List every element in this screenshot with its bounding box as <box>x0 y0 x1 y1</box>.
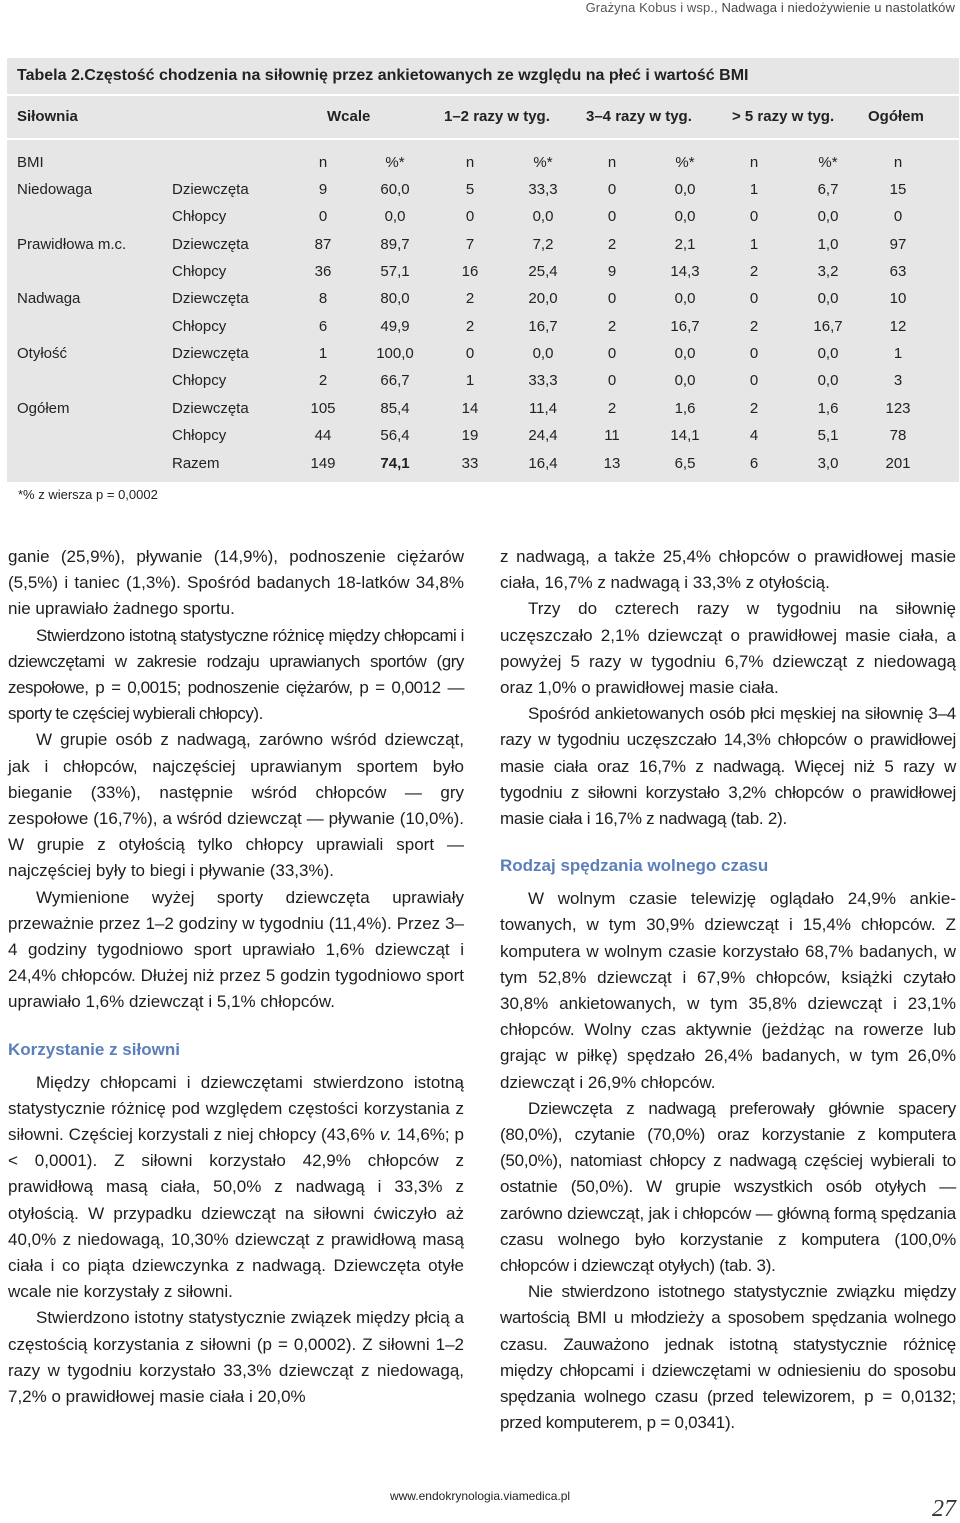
cell-value: 0,0 <box>817 208 839 226</box>
cell-value: 0 <box>465 345 475 363</box>
cell-value: 0,0 <box>674 290 696 308</box>
cell-value: 80,0 <box>380 290 410 308</box>
table-row <box>7 313 959 340</box>
cell-value: 0,0 <box>674 345 696 363</box>
table-row <box>7 176 959 203</box>
section-heading-silownia: Korzystanie z siłowni <box>8 1039 180 1059</box>
cell-value: 100,0 <box>376 345 414 363</box>
table-group-header <box>7 103 959 130</box>
cell-value: 33,3 <box>528 181 558 198</box>
cell-value: 2 <box>749 263 759 281</box>
cell-value: 56,4 <box>380 427 410 445</box>
table-note: *% z wiersza p = 0,0002 <box>18 487 158 502</box>
cell-value: 6,7 <box>817 181 839 198</box>
cell-value: 16 <box>461 263 479 281</box>
cell-value: 0 <box>607 181 617 198</box>
running-head-title: Nadwaga i niedożywienie u nastolatków <box>721 0 955 15</box>
paragraph-text: 14,6%; p < 0,0001). Z siłowni korzystało 42,9% chłopców z prawidłową masą ciała, 50,0% z nadwagą i 33,3% z otyłością. W przypadku dziewcząt na siłowni ćwiczyło aż 40,0% z niedowagą, 10,30% dziewcząt z prawidłową masą ciała i co piąta dziewczynka z nadwagą. Dziewczęta otyłe wcale nie korzystały z siłowni. <box>8 1125 465 1302</box>
table-rule <box>7 138 959 140</box>
cell-value: 2 <box>465 290 475 308</box>
cell-value: 2 <box>318 372 328 390</box>
paragraph: W grupie osób z nadwagą, zarówno wśród dziewcząt, jak i chłopców, najczęściej uprawianym sportem było bieganie (33%), następnie wśród chłopców — gry zespołowe (16,7%), a wśród dziewcząt — pływanie (10,0%). W grupie z otyłością tylko chłopcy uprawiali sport — najczęściej były to biegi i pływanie (33,3%). <box>8 730 464 881</box>
table-sub-header <box>7 149 959 176</box>
cell-value: 0 <box>607 290 617 308</box>
cell-value: 201 <box>885 454 911 472</box>
cell-value: 1 <box>893 345 903 363</box>
cell-sex: Dziewczęta <box>172 290 249 308</box>
cell-value: 85,4 <box>380 399 410 417</box>
cell-sex: Dziewczęta <box>172 235 249 253</box>
cell-bmi: Niedowaga <box>17 181 93 198</box>
cell-value: 0 <box>465 208 475 226</box>
paragraph: Nie stwierdzono istotnego statystycznie związku między wartością BMI u młodzieży a sposobem spędzania wolnego czasu. Zauważono jednak istotną statystycznie różnicę między chłopcami i dziewczętami w odniesieniu do sposobu spędzania wolnego czasu (przed telewizorem, p = 0,0132; przed komputerem, p = 0,0341). <box>500 1282 956 1433</box>
cell-value: 0 <box>893 208 903 226</box>
cell-value: 44 <box>314 427 332 445</box>
table-rule <box>7 94 959 96</box>
cell-value: 10 <box>889 290 907 308</box>
sub-header-cell: n <box>893 154 903 171</box>
cell-value: 149 <box>310 454 336 472</box>
col-header-ogolem: Ogółem <box>868 108 924 125</box>
cell-value: 105 <box>310 399 336 417</box>
cell-value: 2,1 <box>674 235 696 253</box>
sub-header-cell: n <box>607 154 617 171</box>
cell-value: 49,9 <box>380 317 410 335</box>
cell-value: 4 <box>749 427 759 445</box>
cell-value: 78 <box>889 427 907 445</box>
paragraph: ganie (25,9%), pływanie (14,9%), podnoszenie ciężarów (5,5%) i taniec (1,3%). Spośród badanych 18-latków 34,8% nie uprawiało żadnego sportu. <box>8 547 464 619</box>
sub-header-cell: %* <box>385 154 405 171</box>
cell-value: 7 <box>465 235 475 253</box>
cell-sex: Chłopcy <box>172 427 227 445</box>
cell-bmi: Prawidłowa m.c. <box>17 235 127 253</box>
cell-value: 0 <box>607 372 617 390</box>
cell-value: 0,0 <box>674 372 696 390</box>
cell-value: 33 <box>461 454 479 472</box>
table-row <box>7 231 959 258</box>
cell-value: 60,0 <box>380 181 410 198</box>
footer-url: www.endokrynologia.viamedica.pl <box>389 1489 571 1503</box>
cell-sex: Dziewczęta <box>172 345 249 363</box>
left-column <box>8 544 464 1410</box>
cell-value: 63 <box>889 263 907 281</box>
cell-value: 0,0 <box>532 345 554 363</box>
right-column <box>500 544 956 1437</box>
cell-value: 0 <box>318 208 328 226</box>
cell-value: 15 <box>889 181 907 198</box>
cell-value: 0 <box>607 345 617 363</box>
cell-sex: Chłopcy <box>172 208 227 226</box>
cell-value: 16,7 <box>670 317 700 335</box>
cell-value: 1 <box>749 235 759 253</box>
cell-value: 14,1 <box>670 427 700 445</box>
cell-value: 13 <box>603 454 621 472</box>
paragraph: Wymienione wyżej sporty dziewczęta uprawiały przeważnie przez 1–2 godziny w tygodniu (11,4%). Przez 3–4 godziny tygodniowo sport uprawiało 1,6% dziewcząt i 24,4% chłopców. Dłużej niż przez 5 godzin tygodniowo sport uprawiało 1,6% dziewcząt i 5,1% chłopców. <box>8 887 464 1012</box>
cell-value: 6 <box>318 317 328 335</box>
cell-value: 0,0 <box>384 208 406 226</box>
cell-value: 1 <box>749 181 759 198</box>
sub-header-cell: %* <box>818 154 838 171</box>
cell-sex: Razem <box>172 454 220 472</box>
cell-sex: Chłopcy <box>172 317 227 335</box>
cell-sex: Dziewczęta <box>172 181 249 198</box>
paragraph: Stwierdzono istotną statystyczne różnicę między chłopcami i dziewczętami w zakresie rodzaju uprawianych sportów (gry zespołowe, p = 0,0015; podnoszenie ciężarów, p = 0,0012 — sporty te częściej wybierali chłopcy). <box>8 625 464 724</box>
cell-value: 0 <box>607 208 617 226</box>
col-header-silownia: Siłownia <box>17 108 78 125</box>
table-row <box>7 450 959 477</box>
cell-value: 0,0 <box>532 208 554 226</box>
cell-value: 1,6 <box>817 399 839 417</box>
table-row <box>7 422 959 449</box>
cell-value: 2 <box>607 317 617 335</box>
col-header-3-4: 3–4 razy w tyg. <box>586 108 692 125</box>
sub-header-cell: n <box>465 154 475 171</box>
sub-header-cell: n <box>318 154 328 171</box>
cell-sex: Dziewczęta <box>172 399 249 417</box>
cell-value: 1 <box>318 345 328 363</box>
paragraph: Trzy do czterech razy w tygodniu na siłownię uczęszczało 2,1% dziewcząt o prawidłowej masie ciała, a powyżej 5 razy w tygodniu 6,7% dziewcząt z niedowagą oraz 1,0% o prawidłowej masie ciała. <box>500 599 956 698</box>
cell-value: 14,3 <box>670 263 700 281</box>
cell-value: 0 <box>749 290 759 308</box>
cell-value: 66,7 <box>380 372 410 390</box>
table-caption <box>17 58 748 94</box>
cell-value: 2 <box>607 399 617 417</box>
cell-value: 9 <box>318 181 328 198</box>
sub-header-cell: n <box>749 154 759 171</box>
cell-value: 2 <box>607 235 617 253</box>
col-header-wcale: Wcale <box>327 108 371 125</box>
cell-bmi: Nadwaga <box>17 290 81 308</box>
cell-value: 5,1 <box>817 427 839 445</box>
cell-bmi: Otyłość <box>17 345 68 363</box>
cell-value: 3 <box>893 372 903 390</box>
cell-value: 0 <box>749 208 759 226</box>
cell-sex: Chłopcy <box>172 372 227 390</box>
cell-value: 0,0 <box>817 345 839 363</box>
paragraph: Spośród ankietowanych osób płci męskiej na siłownię 3–4 razy w tygodniu uczęszczało 14,3% chłopców o prawidłowej masie ciała oraz 16,7% z nadwagą. Więcej niż 5 razy w tygodniu z siłowni korzystało 3,2% chłopców o prawidłowej masie ciała i 16,7% z nadwagą (tab. 2). <box>500 704 956 829</box>
paragraph-text: Między chłopcami i dziewczętami stwierdzono istotną statystycznie różnicę pod względem częstości korzystania z siłowni. Częściej korzystali z niej chłopcy (43,6% <box>8 1072 464 1145</box>
paragraph <box>8 1070 464 1306</box>
cell-value: 0,0 <box>817 372 839 390</box>
cell-value: 33,3 <box>528 372 558 390</box>
sub-header-bmi: BMI <box>17 154 44 171</box>
cell-value: 1,0 <box>817 235 839 253</box>
versus-abbrev: v. <box>379 1125 392 1145</box>
cell-bmi: Ogółem <box>17 399 70 417</box>
paragraph: Dziewczęta z nadwagą preferowały głównie spacery (80,0%), czytanie (70,0%) oraz korzystanie z komputera (50,0%), natomiast chłopcy z nadwagą częściej wybierali to ostatnie (50,0%). W grupie wszystkich osób otyłych — zarówno dziewcząt, jak i chłopców — główną formą spędzania czasu wolnego było korzystanie z komputera (100,0% chłopców i dziewcząt otyłych) (tab. 3). <box>500 1098 956 1276</box>
cell-value: 57,1 <box>380 263 410 281</box>
paragraph: z nadwagą, a także 25,4% chłopców o prawidłowej masie ciała, 16,7% z nadwagą i 33,3% z otyłością. <box>500 547 956 593</box>
paragraph: Stwierdzono istotny statystycznie związek między płcią a częstością korzystania z siłowni (p = 0,0002). Z siłowni 1–2 razy w tygodniu korzystało 33,3% dziewcząt z niedowagą, 7,2% o prawidłowej masie ciała i 20,0% <box>8 1308 464 1407</box>
section-heading-wolny-czas: Rodzaj spędzania wolnego czasu <box>500 856 769 876</box>
running-head <box>586 0 955 18</box>
cell-value: 87 <box>314 235 332 253</box>
cell-value: 2 <box>465 317 475 335</box>
cell-value: 74,1 <box>380 454 410 472</box>
cell-value: 2 <box>749 399 759 417</box>
cell-value: 1 <box>465 372 475 390</box>
table-row <box>7 285 959 312</box>
cell-value: 5 <box>465 181 475 198</box>
table-caption-label: Tabela 2. <box>17 67 85 84</box>
cell-value: 20,0 <box>528 290 558 308</box>
paragraph: W wolnym czasie telewizję oglądało 24,9% ankietowanych, w tym 30,9% dziewcząt i 15,4% chłopców. Z komputera w wolnym czasie korzystało 68,7% badanych, w tym 52,8% dziewcząt i 67,9% chłopców, książki czytało 30,8% ankietowanych, w tym 35,8% dziewcząt i 23,1% chłopców. Wolny czas aktywnie (jeżdżąc na rowerze lub grając w piłkę) spędzało 26,4% badanych, w tym 26,0% dziewcząt i 26,9% chłopców. <box>500 889 956 1092</box>
cell-value: 0,0 <box>674 181 696 198</box>
table-row <box>7 367 959 394</box>
table-2 <box>7 58 959 482</box>
cell-value: 89,7 <box>380 235 410 253</box>
table-caption-text: Częstość chodzenia na siłownię przez ankietowanych ze względu na płeć i wartość BMI <box>84 67 749 84</box>
cell-value: 16,7 <box>528 317 558 335</box>
table-row <box>7 395 959 422</box>
cell-value: 0 <box>749 345 759 363</box>
running-head-separator: , <box>714 0 718 15</box>
table-row <box>7 203 959 230</box>
cell-value: 16,4 <box>528 454 558 472</box>
cell-value: 7,2 <box>532 235 554 253</box>
cell-value: 123 <box>885 399 911 417</box>
cell-value: 97 <box>889 235 907 253</box>
cell-value: 3,0 <box>817 454 839 472</box>
table-row <box>7 258 959 285</box>
cell-value: 19 <box>461 427 479 445</box>
running-head-authors: Grażyna Kobus i wsp. <box>585 0 715 15</box>
col-header-1-2: 1–2 razy w tyg. <box>444 108 550 125</box>
cell-value: 6 <box>749 454 759 472</box>
cell-value: 16,7 <box>813 317 843 335</box>
col-header-5plus: > 5 razy w tyg. <box>732 108 835 125</box>
cell-value: 36 <box>314 263 332 281</box>
page-number: 27 <box>932 1496 956 1522</box>
cell-value: 12 <box>889 317 907 335</box>
cell-value: 24,4 <box>528 427 558 445</box>
table-row <box>7 340 959 367</box>
cell-value: 1,6 <box>674 399 696 417</box>
sub-header-cell: %* <box>533 154 553 171</box>
cell-value: 6,5 <box>674 454 696 472</box>
cell-sex: Chłopcy <box>172 263 227 281</box>
cell-value: 25,4 <box>528 263 558 281</box>
cell-value: 14 <box>461 399 479 417</box>
cell-value: 0,0 <box>674 208 696 226</box>
cell-value: 0 <box>749 372 759 390</box>
cell-value: 2 <box>749 317 759 335</box>
cell-value: 0,0 <box>817 290 839 308</box>
cell-value: 8 <box>318 290 328 308</box>
cell-value: 11 <box>604 427 620 445</box>
sub-header-cell: %* <box>675 154 695 171</box>
cell-value: 11,4 <box>528 399 558 417</box>
cell-value: 3,2 <box>817 263 839 281</box>
cell-value: 9 <box>607 263 617 281</box>
